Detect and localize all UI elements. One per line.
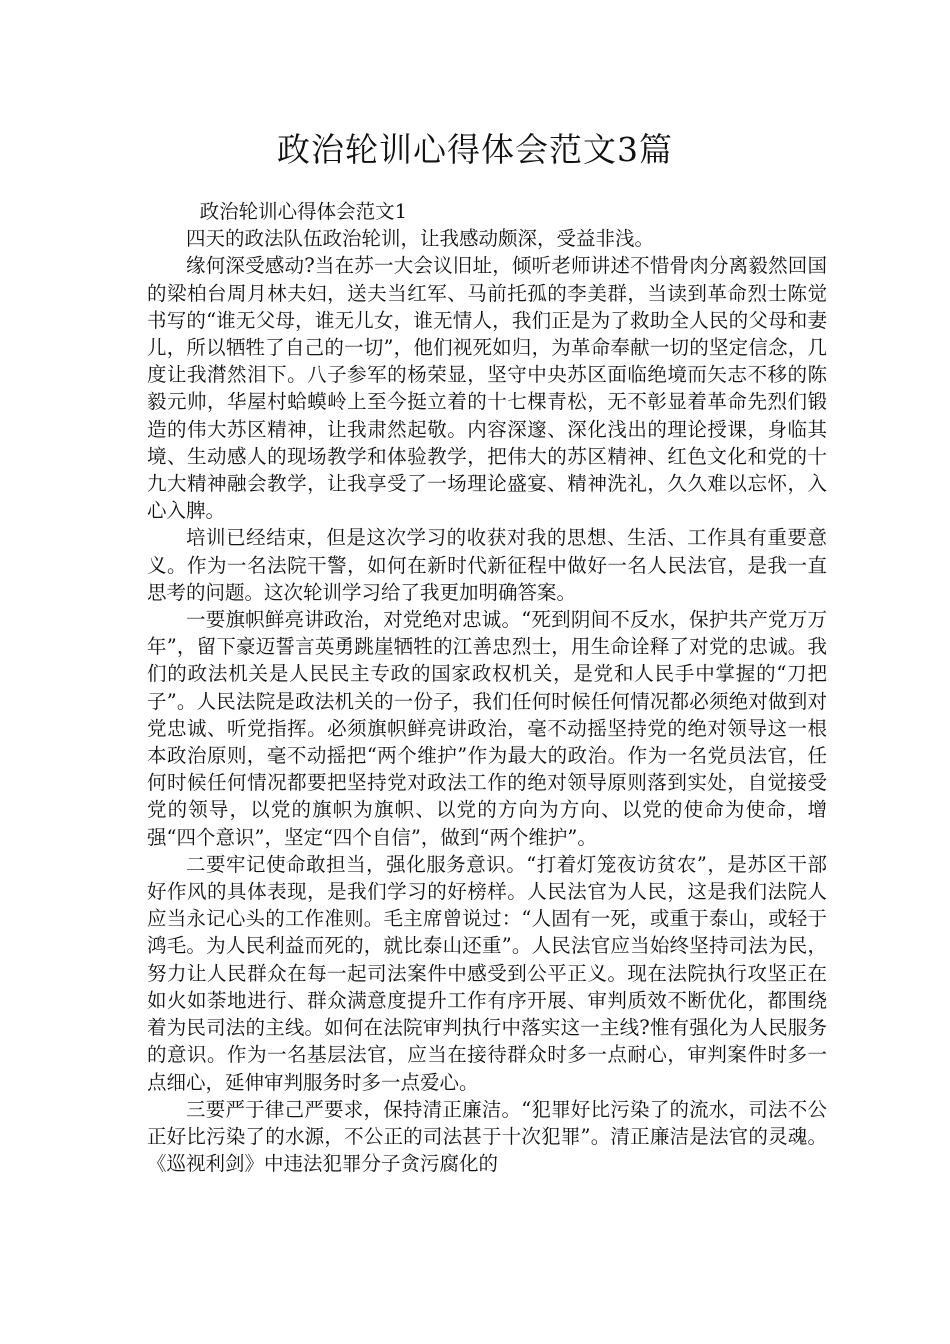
paragraph: 缘何深受感动?当在苏一大会议旧址，倾听老师讲述不惜骨肉分离毅然回国的梁柏台周月林夫妇，送夫当红军、马前托孤的李美群，当读到革命烈士陈觉书写的“谁无父母，谁无儿女，谁无情人，我们正是为了救助全人民的父母和妻儿，所以牺牲了自己的一切”，他们视死如归，为革命奉献一切的坚定信念，几度让我潸然泪下。八子参军的杨荣显，坚守中央苏区面临绝境而矢志不移的陈毅元帅，华屋村蛤蟆岭上至今挺立着的十七棵青松，无不彰显着革命先烈们锻造的伟大苏区精神，让我肃然起敬。内容深邃、深化浅出的理论授课，身临其境、生动感人的现场教学和体验教学，把伟大的苏区精神、红色文化和党的十九大精神融会教学，让我享受了一场理论盛宴、精神洗礼，久久难以忘怀，入心入脾。 <box>147 254 827 523</box>
section-heading: 政治轮训心得体会范文1 <box>199 200 408 223</box>
document-title: 政治轮训心得体会范文3篇 <box>277 130 673 169</box>
paragraph: 二要牢记使命敢担当，强化服务意识。“打着灯笼夜访贫农”，是苏区干部好作风的具体表现，是我们学习的好榜样。人民法官为人民，这是我们法院人应当永记心头的工作准则。毛主席曾说过：“人固有一死，或重于泰山，或轻于鸿毛。为人民利益而死的，就比泰山还重”。人民法官应当始终坚持司法为民，努力让人民群众在每一起司法案件中感受到公平正义。现在法院执行攻坚正在如火如荼地进行、群众满意度提升工作有序开展、审判质效不断优化，都围绕着为民司法的主线。如何在法院审判执行中落实这一主线?惟有强化为人民服务的意识。作为一名基层法官，应当在接待群众时多一点耐心，审判案件时多一点细心，延伸审判服务时多一点爱心。 <box>147 852 827 1094</box>
paragraph: 培训已经结束，但是这次学习的收获对我的思想、生活、工作具有重要意义。作为一名法院干警，如何在新时代新征程中做好一名人民法官，是我一直思考的问题。这次轮训学习给了我更加明确答案。 <box>147 526 827 604</box>
paragraph: 一要旗帜鲜亮讲政治，对党绝对忠诚。“死到阴间不反水，保护共产党万万年”，留下豪迈誓言英勇跳崖牺牲的江善忠烈士，用生命诠释了对党的忠诚。我们的政法机关是人民民主专政的国家政权机关，是党和人民手中掌握的“刀把子”。人民法院是政法机关的一份子，我们任何时候任何情况都必须绝对做到对党忠诚、听党指挥。必须旗帜鲜亮讲政治，毫不动摇坚持党的绝对领导这一根本政治原则，毫不动摇把“两个维护”作为最大的政治。作为一名党员法官，任何时候任何情况都要把坚持党对政法工作的绝对领导原则落到实处，自觉接受党的领导，以党的旗帜为旗帜、以党的方向为方向、以党的使命为使命，增强“四个意识”，坚定“四个自信”，做到“两个维护”。 <box>147 608 827 849</box>
paragraph: 三要严于律己严要求，保持清正廉洁。“犯罪好比污染了的流水，司法不公正好比污染了的水源，不公正的司法甚于十次犯罪”。清正廉洁是法官的灵魂。《巡视利剑》中违法犯罪分子贪污腐化的 <box>147 1097 827 1176</box>
paragraph: 四天的政法队伍政治轮训，让我感动颇深，受益非浅。 <box>186 227 655 251</box>
document-body <box>147 198 827 1177</box>
